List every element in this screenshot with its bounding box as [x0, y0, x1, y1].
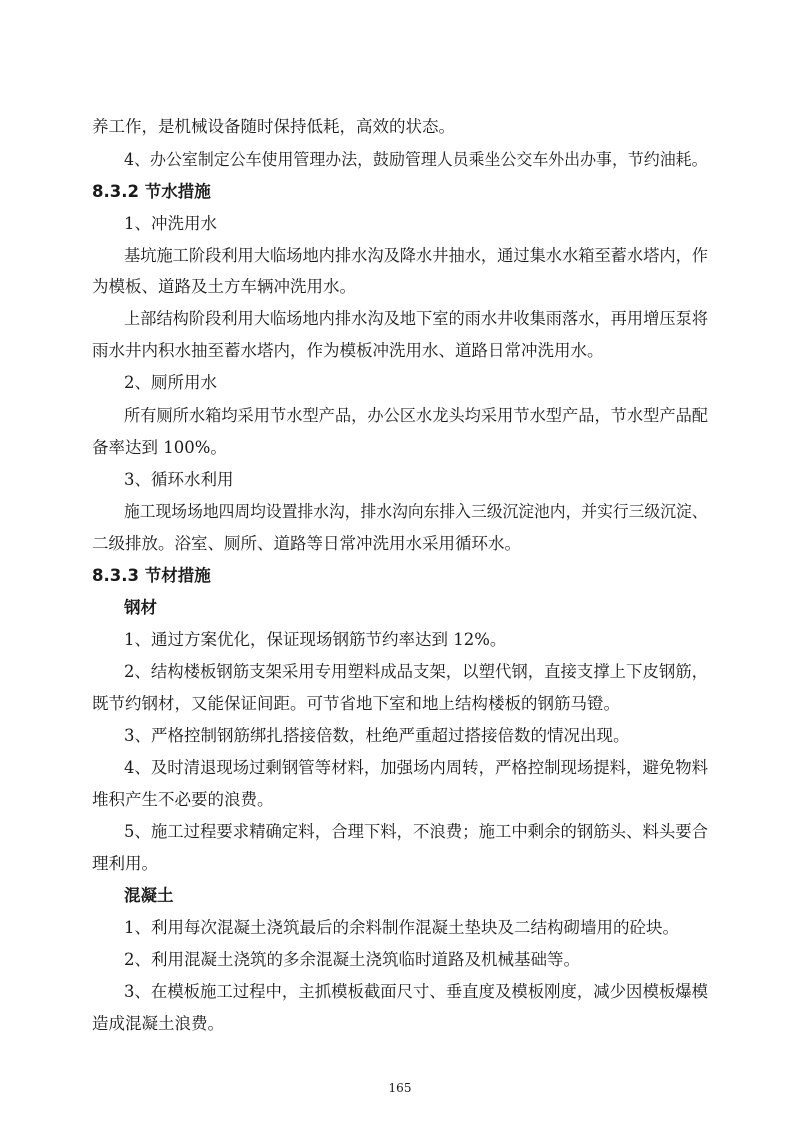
section-heading: 8.3.2 节水措施: [92, 182, 211, 201]
paragraph-line: 上部结构阶段利用大临场地内排水沟及地下室的雨水井收集雨落水，再用增压泵将: [124, 309, 709, 328]
paragraph-line: 5、施工过程要求精确定料，合理下料，不浪费；施工中剩余的钢筋头、料头要合: [124, 822, 709, 841]
paragraph-line: 1、利用每次混凝土浇筑最后的余料制作混凝土垫块及二结构砌墙用的砼块。: [124, 918, 679, 937]
paragraph-line: 4、办公室制定公车使用管理办法，鼓励管理人员乘坐公交车外出办事，节约油耗。: [124, 150, 708, 169]
paragraph-line: 2、结构楼板钢筋支架采用专用塑料成品支架，以塑代钢，直接支撑上下皮钢筋，: [124, 662, 709, 681]
paragraph-line: 2、利用混凝土浇筑的多余混凝土浇筑临时道路及机械基础等。: [124, 950, 580, 969]
paragraph-line: 1、通过方案优化，保证现场钢筋节约率达到 12%。: [124, 630, 507, 649]
paragraph-line: 既节约钢材，又能保证间距。可节省地下室和地上结构楼板的钢筋马镫。: [92, 694, 620, 713]
section-heading: 8.3.3 节材措施: [92, 566, 211, 585]
page-number: 165: [388, 1081, 412, 1095]
paragraph-line: 堆积产生不必要的浪费。: [92, 790, 274, 809]
paragraph-line: 3、在模板施工过程中，主抓模板截面尺寸、垂直度及模板刚度，减少因模板爆模: [124, 982, 709, 1001]
subsection-title: 3、循环水利用: [124, 470, 234, 489]
subsection-title: 1、冲洗用水: [124, 214, 217, 233]
paragraph-line: 为模板、道路及土方车辆冲洗用水。: [92, 277, 356, 296]
paragraph-line: 备率达到 100%。: [92, 438, 227, 457]
paragraph-line: 4、及时清退现场过剩钢管等材料，加强场内周转，严格控制现场提料，避免物料: [124, 758, 709, 777]
paragraph-line: 理利用。: [92, 854, 158, 873]
paragraph-line: 造成混凝土浪费。: [92, 1014, 224, 1033]
paragraph-line: 基坑施工阶段利用大临场地内排水沟及降水井抽水，通过集水水箱至蓄水塔内，作: [124, 246, 709, 265]
paragraph-line: 所有厕所水箱均采用节水型产品，办公区水龙头均采用节水型产品，节水型产品配: [124, 406, 709, 425]
paragraph-line: 雨水井内积水抽至蓄水塔内，作为模板冲洗用水、道路日常冲洗用水。: [92, 341, 604, 360]
subsection-title: 钢材: [124, 598, 157, 617]
paragraph-line: 施工现场场地四周均设置排水沟，排水沟向东排入三级沉淀池内，并实行三级沉淀、: [124, 502, 708, 521]
subsection-title: 2、厕所用水: [124, 373, 217, 392]
subsection-title: 混凝土: [124, 886, 174, 905]
paragraph-line: 二级排放。浴室、厕所、道路等日常冲洗用水采用循环水。: [92, 534, 521, 553]
paragraph-line: 3、严格控制钢筋绑扎搭接倍数，杜绝严重超过搭接倍数的情况出现。: [124, 726, 630, 745]
paragraph-line: 养工作，是机械设备随时保持低耗，高效的状态。: [92, 117, 455, 136]
